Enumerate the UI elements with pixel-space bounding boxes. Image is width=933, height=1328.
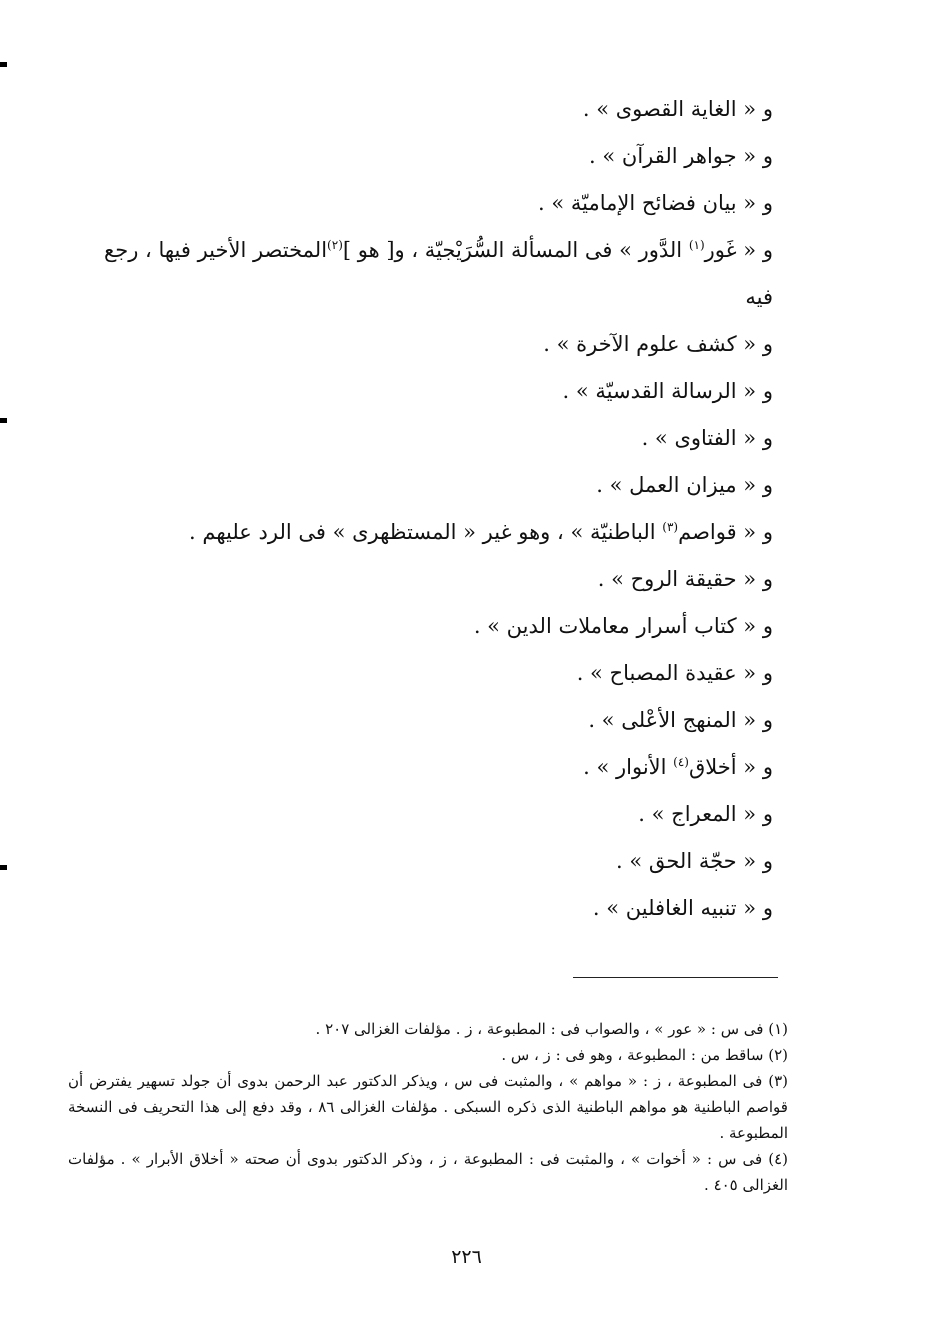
list-item: و « حقيقة الروح » . (597, 567, 773, 591)
footnote-4: (٤) فى س : « أخوات » ، والمثبت فى : المطبوعة ، ز ، وذكر الدكتور بدوى أن صحته « أخلاق الأبرار » . مؤلفات الغزالى ٤٠٥ . (68, 1150, 788, 1194)
footnote-ref[interactable]: (٣) (662, 520, 679, 534)
footnote-3: (٣) فى المطبوعة ، ز : « مواهم » ، والمثبت فى س ، ويذكر الدكتور عبد الرحمن بدوى أن جولد تسهير يفترض أن قواصم الباطنية هو مواهم الباطنية الذى ذكره السبكى . مؤلفات الغزالى ٨٦ ، وقد دفع إلى هذا التحريف فى النسخة المطبوعة . (68, 1072, 788, 1142)
footnote-ref[interactable]: (٤) (673, 755, 689, 769)
list-item: و « الرسالة القدسيّة » . (562, 379, 773, 403)
list-item: و « تنبيه الغافلين » . (592, 896, 773, 920)
list-item: و « الغاية القصوى » . (582, 97, 773, 121)
page-number: ٢٢٦ (451, 1246, 482, 1268)
list-item: و « غَور$^{(١)}$ الدَّور » فى المسألة السُّرَيْجيّة ، و[ هو ]$^{(٢)}$المختصر الأخير فيها ، رجع فيه (104, 238, 773, 309)
list-item: و « جواهر القرآن » . (589, 144, 773, 168)
list-item: و « الفتاوى » . (641, 426, 773, 450)
list-item: و « عقيدة المصباح » . (576, 661, 773, 685)
list-item: و « ميزان العمل » . (596, 473, 773, 497)
list-item: و « حجّة الحق » . (615, 849, 773, 873)
scan-edge-mark (0, 418, 7, 423)
book-title-list (70, 86, 773, 932)
list-item: و « كتاب أسرار معاملات الدين » . (473, 614, 773, 638)
list-item: و « بيان فضائح الإماميّة » . (538, 191, 773, 215)
list-item: و « قواصم$^{(٣)}$ الباطنيّة » ، وهو غير « المستظهرى » فى الرد عليهم . (189, 520, 773, 544)
scan-edge-mark (0, 865, 7, 870)
scan-edge-mark (0, 62, 7, 67)
footnotes-section (68, 1016, 788, 1198)
list-item: و « أخلاق$^{(٤)}$ الأنوار » . (583, 755, 773, 779)
list-item: و « المنهج الأعْلى » . (588, 708, 773, 732)
footnote-divider (573, 977, 778, 978)
footnote-2: (٢) ساقط من : المطبوعة ، وهو فى : ز ، س . (501, 1046, 788, 1064)
footnote-1: (١) فى س : « عور » ، والصواب فى : المطبوعة ، ز . مؤلفات الغزالى ٢٠٧ . (315, 1020, 788, 1038)
footnote-ref[interactable]: (٢) (327, 238, 343, 252)
footnote-ref[interactable]: (١) (688, 238, 705, 252)
list-item: و « كشف علوم الآخرة » . (543, 332, 773, 356)
list-item: و « المعراج » . (638, 802, 773, 826)
